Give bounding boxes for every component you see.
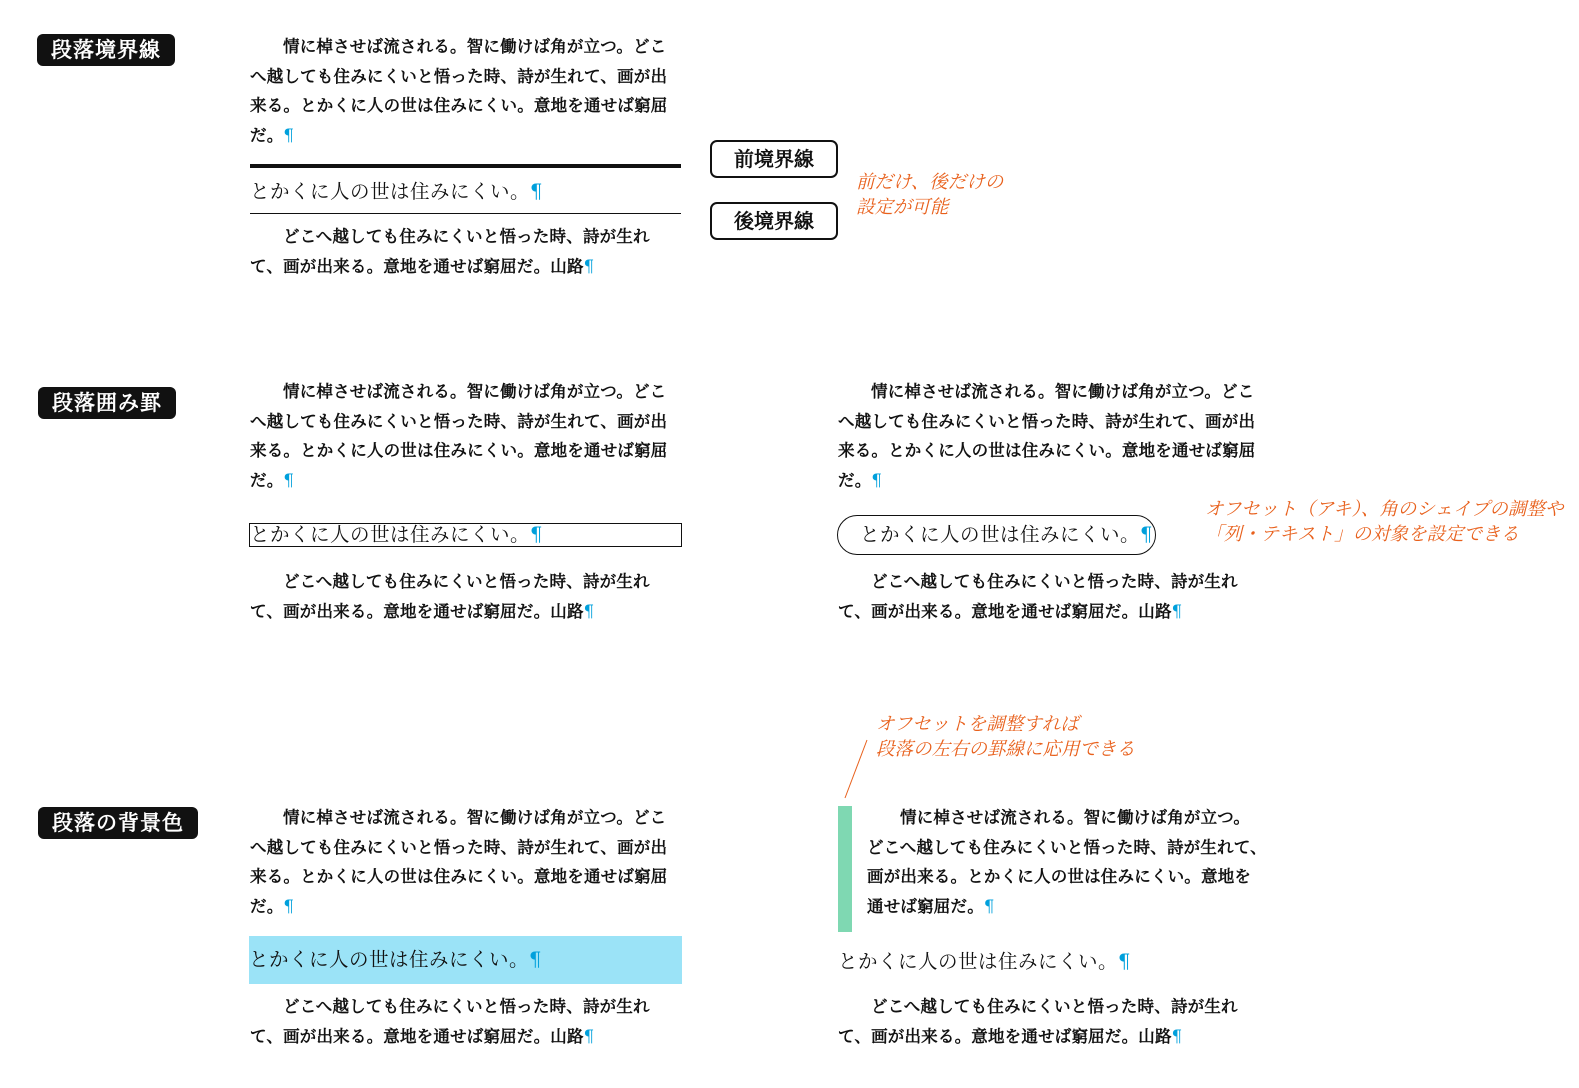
note-line: 「列・テキスト」の対象を設定できる	[1205, 524, 1520, 545]
pilcrow-mark: ¶	[1171, 1026, 1183, 1046]
heading-text: とかくに人の世は住みにくい。	[860, 523, 1141, 546]
section-label-frame: 段落囲み罫	[38, 387, 176, 419]
note-line: 段落の左右の罫線に応用できる	[876, 739, 1136, 760]
shading-note	[876, 712, 1135, 762]
side-bar-rule	[838, 806, 852, 932]
paragraph-line: へ越しても住みにくいと悟った時、詩が生れて、画が出	[838, 411, 1256, 431]
heading-text: とかくに人の世は住みにくい。	[838, 950, 1119, 973]
note-line: オフセットを調整すれば	[876, 714, 1079, 735]
paragraph-line: どこへ越しても住みにくいと悟った時、詩が生れて、	[867, 837, 1267, 857]
pilcrow-mark: ¶	[871, 470, 883, 490]
body-paragraph-2-right	[838, 992, 1270, 1051]
paragraph-line: へ越しても住みにくいと悟った時、詩が生れて、画が出	[250, 411, 668, 431]
paragraph-line: 来る。とかくに人の世は住みにくい。意地を通せば窮屈	[250, 867, 668, 886]
paragraph-line: どこへ越しても住みにくいと悟った時、詩が生れ	[871, 572, 1238, 591]
body-paragraph-2-right	[838, 567, 1270, 626]
pilcrow-mark: ¶	[583, 256, 595, 276]
paragraph-line: 来る。とかくに人の世は住みにくい。意地を通せば窮屈	[838, 441, 1256, 460]
note-line: 前だけ、後だけの	[856, 172, 1004, 193]
pilcrow-mark: ¶	[283, 470, 295, 490]
paragraph-line: へ越しても住みにくいと悟った時、詩が生れて、画が出	[250, 837, 668, 857]
before-border-rule	[250, 164, 681, 168]
paragraph-line: へ越しても住みにくいと悟った時、詩が生れて、画が出	[250, 66, 668, 86]
pilcrow-mark: ¶	[530, 523, 543, 546]
body-paragraph-1	[250, 32, 682, 150]
pilcrow-mark: ¶	[983, 896, 995, 916]
paragraph-line: て、画が出来る。意地を通せば窮屈だ。山路	[250, 256, 584, 276]
after-border-rule	[250, 213, 681, 214]
paragraph-line: 情に棹させば流される。智に働けば角が立つ。どこ	[283, 382, 667, 401]
paragraph-line: だ。	[250, 896, 284, 916]
paragraph-line: 来る。とかくに人の世は住みにくい。意地を通せば窮屈	[250, 441, 668, 460]
pilcrow-mark: ¶	[283, 896, 295, 916]
after-border-callout: 後境界線	[710, 202, 838, 240]
paragraph-line: て、画が出来る。意地を通せば窮屈だ。山路	[838, 1026, 1172, 1046]
paragraph-line: 通せば窮屈だ。	[867, 896, 984, 916]
paragraph-line: 画が出来る。とかくに人の世は住みにくい。意地を	[867, 867, 1252, 886]
heading-text: とかくに人の世は住みにくい。	[250, 180, 531, 203]
heading-text: とかくに人の世は住みにくい。	[250, 523, 531, 546]
body-paragraph-1	[250, 377, 682, 495]
body-paragraph-1-sidebar	[867, 803, 1277, 921]
paragraph-line: て、画が出来る。意地を通せば窮屈だ。山路	[250, 1026, 584, 1046]
paragraph-line: て、画が出来る。意地を通せば窮屈だ。山路	[838, 601, 1172, 621]
pilcrow-mark: ¶	[283, 125, 295, 145]
note-line: 設定が可能	[856, 197, 949, 218]
pilcrow-mark: ¶	[1171, 601, 1183, 621]
paragraph-line: 情に棹させば流される。智に働けば角が立つ。どこ	[871, 382, 1255, 401]
pilcrow-mark: ¶	[583, 601, 595, 621]
pilcrow-mark: ¶	[1118, 950, 1131, 973]
shaded-heading	[249, 936, 682, 984]
body-paragraph-2	[250, 222, 682, 281]
paragraph-line: 情に棹させば流される。智に働けば角が立つ。	[900, 808, 1251, 827]
bordered-heading	[250, 176, 682, 208]
note-leader-line	[840, 738, 870, 802]
heading-text: とかくに人の世は住みにくい。	[249, 948, 530, 971]
paragraph-line: 情に棹させば流される。智に働けば角が立つ。どこ	[283, 37, 667, 56]
paragraph-line: だ。	[250, 125, 284, 145]
plain-heading	[838, 946, 1270, 978]
body-paragraph-1-right	[838, 377, 1270, 495]
section-label-border: 段落境界線	[37, 34, 175, 66]
pilcrow-mark: ¶	[583, 1026, 595, 1046]
body-paragraph-2	[250, 992, 682, 1051]
paragraph-line: どこへ越しても住みにくいと悟った時、詩が生れ	[871, 997, 1238, 1016]
pilcrow-mark: ¶	[530, 180, 543, 203]
framed-heading	[249, 523, 682, 547]
body-paragraph-1	[250, 803, 682, 921]
rounded-frame-heading	[837, 515, 1156, 555]
frame-note	[1205, 497, 1563, 547]
paragraph-line: どこへ越しても住みにくいと悟った時、詩が生れ	[283, 997, 650, 1016]
note-line: オフセット（アキ）、角のシェイプの調整や	[1205, 499, 1564, 520]
body-paragraph-2	[250, 567, 682, 626]
paragraph-line: どこへ越しても住みにくいと悟った時、詩が生れ	[283, 572, 650, 591]
pilcrow-mark: ¶	[529, 948, 542, 971]
section-label-shading: 段落の背景色	[38, 807, 198, 839]
pilcrow-mark: ¶	[1140, 523, 1153, 546]
paragraph-line: 来る。とかくに人の世は住みにくい。意地を通せば窮屈	[250, 96, 668, 115]
border-note	[856, 170, 1003, 220]
before-border-callout: 前境界線	[710, 140, 838, 178]
paragraph-line: だ。	[250, 470, 284, 490]
paragraph-line: 情に棹させば流される。智に働けば角が立つ。どこ	[283, 808, 667, 827]
paragraph-line: どこへ越しても住みにくいと悟った時、詩が生れ	[283, 227, 650, 246]
paragraph-line: て、画が出来る。意地を通せば窮屈だ。山路	[250, 601, 584, 621]
paragraph-line: だ。	[838, 470, 872, 490]
